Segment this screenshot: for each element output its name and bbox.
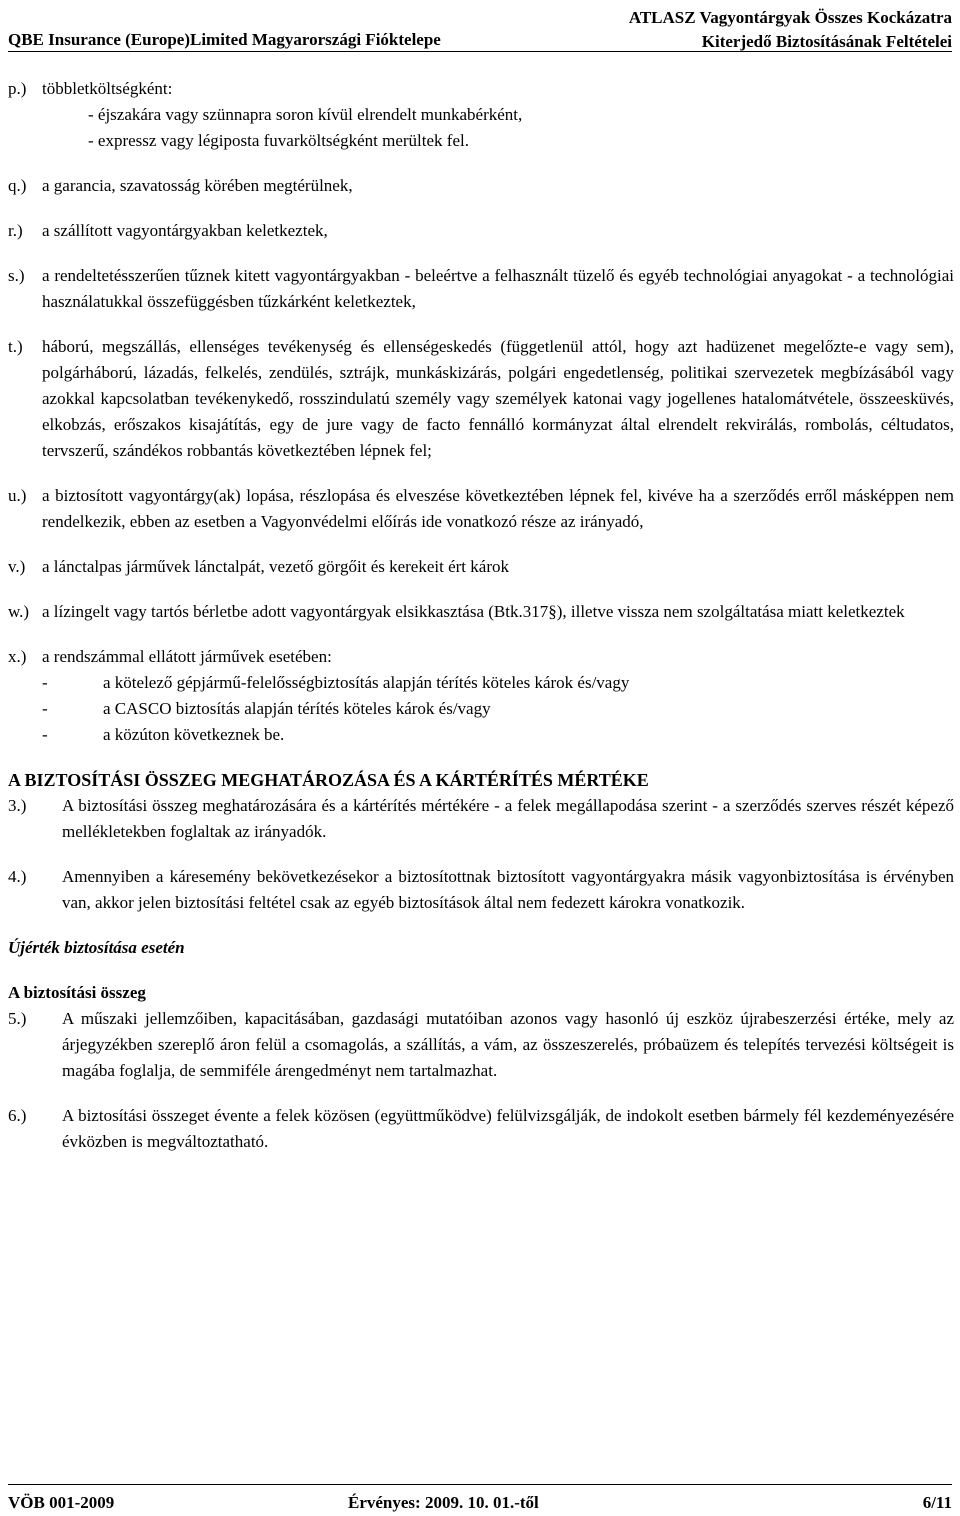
item-label: r.) xyxy=(8,221,23,240)
list-item-w xyxy=(8,599,954,625)
dash-bullet: - xyxy=(42,725,48,744)
page-footer xyxy=(8,1484,952,1514)
item-label: p.) xyxy=(8,79,27,98)
sub-item-text: a kötelező gépjármű-felelősségbiztosítás alapján térítés köteles károk és/vagy xyxy=(103,673,630,692)
item-text: háború, megszállás, ellenséges tevékenység és ellenségeskedés (függetlenül attól, hogy azt hadüzenet megelőzte-e vagy sem), polgárháború, lázadás, felkelés, zendülés, sztrájk, munkáskizárás, polgári engedetlenség, politikai szervezetek megbízásából vagy azokkal kapcsolatban tevékenykedő, rosszindulatú személy vagy személyek katonai vagy jogellenes hatalomátvétele, összeesküvés, elkobzás, erőszakos kisajátítás, egy de jure vagy de facto fennálló kormányzat által elrendelt rekvirálás, rombolás, céltudatos, tervszerű, szándékos robbantás következtében lépnek fel; xyxy=(42,337,954,460)
company-name: QBE Insurance (Europe)Limited Magyarországi Fióktelepe xyxy=(8,30,441,49)
item-label: u.) xyxy=(8,486,27,505)
list-item-u xyxy=(8,483,954,535)
item-text: a rendszámmal ellátott járművek esetében: xyxy=(42,647,332,666)
item-label: 6.) xyxy=(8,1106,27,1125)
item-text: a szállított vagyontárgyakban keletkeztek, xyxy=(42,221,328,240)
item-text: Amennyiben a káresemény bekövetkezésekor a biztosítottnak biztosított vagyontárgyakra másik vagyonbiztosítása is érvényben van, akkor jelen biztosítási feltétel csak az egyéb biztosítások által nem fedezett károkra vonatkozik. xyxy=(62,867,954,912)
sub-item-text: a CASCO biztosítás alapján térítés köteles károk és/vagy xyxy=(103,699,491,718)
sub-item-text: a közúton következnek be. xyxy=(103,725,285,744)
list-item-s xyxy=(8,263,954,315)
item-text: a garancia, szavatosság körében megtérülnek, xyxy=(42,176,353,195)
list-item-x xyxy=(8,644,954,670)
list-item-r xyxy=(8,218,954,244)
item-label: 3.) xyxy=(8,796,27,815)
dash-bullet: - xyxy=(42,673,48,692)
item-text: a rendeltetésszerűen tűznek kitett vagyontárgyakban - beleértve a felhasznált tüzelő és egyéb technológiai anyagokat - a technológiai használatukkal összefüggésben tűzkárként keletkeztek, xyxy=(42,266,954,311)
item-text: a lízingelt vagy tartós bérletbe adott vagyontárgyak elsikkasztása (Btk.317§), illetve vissza nem szolgáltatása miatt keletkeztek xyxy=(42,602,905,621)
item-label: s.) xyxy=(8,266,25,285)
item-label: 4.) xyxy=(8,867,27,886)
numbered-item-4 xyxy=(8,864,954,916)
item-text: A műszaki jellemzőiben, kapacitásában, gazdasági mutatóiban azonos vagy hasonló új eszköz újrabeszerzési értéke, mely az árjegyzékben szereplő áron felül a csomagolás, a szállítás, a vám, az összeszerelés, próbaüzem és telepítés tervezési költségeit is magába foglalja, de semmiféle árengedményt nem tartalmazhat. xyxy=(62,1009,954,1080)
item-text: A biztosítási összeg meghatározására és a kártérítés mértékére - a felek megállapodása szerint - a szerződés szerves részét képező mellékletekben foglaltak az irányadók. xyxy=(62,796,954,841)
sub-item xyxy=(8,102,954,128)
item-label: w.) xyxy=(8,602,30,621)
subheading-bold: A biztosítási összeg xyxy=(8,983,146,1002)
item-text: A biztosítási összeget évente a felek közösen (együttműködve) felülvizsgálják, de indokolt esetben bármely fél kezdeményezésére évközben is megváltoztatható. xyxy=(62,1106,954,1151)
sub-item xyxy=(8,128,954,154)
document-id: VÖB 001-2009 xyxy=(8,1493,115,1512)
document-title xyxy=(629,6,952,54)
item-text: a biztosított vagyontárgy(ak) lopása, részlopása és elveszése következtében lépnek fel, kivéve ha a szerződés erről másképpen nem rendelkezik, ebben az esetben a Vagyonvédelmi előírás ide vonatkozó része az irányadó, xyxy=(42,486,954,531)
list-item-v xyxy=(8,554,954,580)
numbered-item-6 xyxy=(8,1103,954,1155)
item-text: a lánctalpas járművek lánctalpát, vezető görgőit és kerekeit ért károk xyxy=(42,557,509,576)
item-label: t.) xyxy=(8,337,23,356)
list-item-p xyxy=(8,76,954,102)
sub-item xyxy=(8,696,954,722)
document-body xyxy=(8,76,954,1155)
numbered-item-5 xyxy=(8,1006,954,1084)
dash-bullet: - xyxy=(42,699,48,718)
document-title-line-2: Kiterjedő Biztosításának Feltételei xyxy=(701,32,952,51)
item-text: többletköltségként: xyxy=(42,79,173,98)
validity-date: Érvényes: 2009. 10. 01.-től xyxy=(348,1493,539,1512)
sub-item-text: - expressz vagy légiposta fuvarköltségként merültek fel. xyxy=(88,131,469,150)
item-label: q.) xyxy=(8,176,27,195)
list-item-q xyxy=(8,173,954,199)
sub-item xyxy=(8,722,954,748)
item-label: x.) xyxy=(8,647,27,666)
list-item-t xyxy=(8,334,954,464)
sub-item-text: - éjszakára vagy szünnapra soron kívül elrendelt munkabérként, xyxy=(88,105,523,124)
subheading-italic: Újérték biztosítása esetén xyxy=(8,938,185,957)
item-label: 5.) xyxy=(8,1009,27,1028)
sub-item xyxy=(8,670,954,696)
numbered-item-3 xyxy=(8,793,954,845)
section-heading: A BIZTOSÍTÁSI ÖSSZEG MEGHATÁROZÁSA ÉS A KÁRTÉRÍTÉS MÉRTÉKE xyxy=(8,770,649,790)
page-number: 6/11 xyxy=(922,1493,952,1512)
document-title-line-1: ATLASZ Vagyontárgyak Összes Kockázatra xyxy=(628,8,952,27)
page-header xyxy=(8,3,952,52)
item-label: v.) xyxy=(8,557,26,576)
